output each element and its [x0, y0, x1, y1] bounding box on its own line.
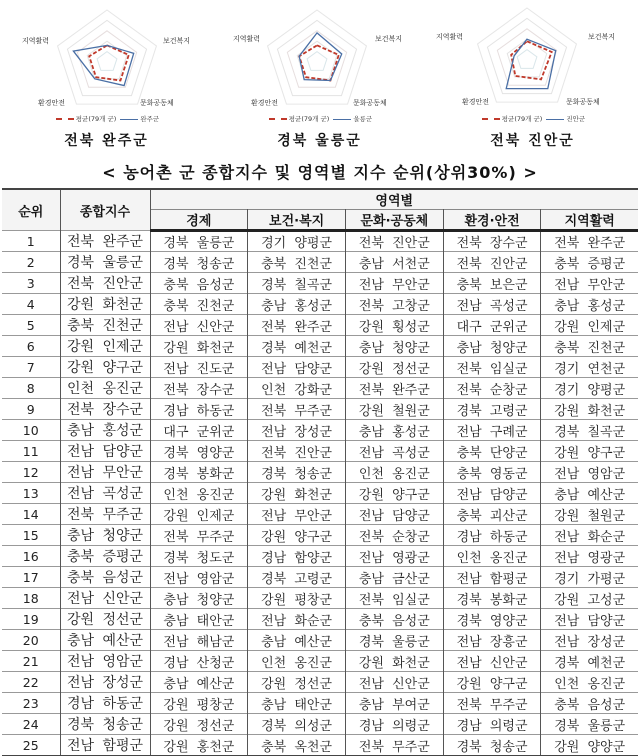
- total-cell: 전남 함평군: [60, 735, 150, 756]
- economy-cell: 강원 정선군: [150, 714, 248, 735]
- health-cell: 경북 고령군: [248, 567, 346, 588]
- radar-chart-jinan: [426, 0, 639, 150]
- total-cell: 전북 장수군: [60, 399, 150, 420]
- ranking-table: [2, 188, 638, 756]
- table-body: [2, 231, 638, 756]
- environment-cell: 전남 신안군: [443, 651, 541, 672]
- culture-cell: 전남 담양군: [345, 504, 443, 525]
- total-cell: 경북 울릉군: [60, 252, 150, 273]
- culture-cell: 전남 신안군: [345, 672, 443, 693]
- environment-cell: 대구 군위군: [443, 315, 541, 336]
- culture-cell: 전남 영광군: [345, 546, 443, 567]
- axis-label-health: 보건복지: [163, 37, 191, 45]
- total-cell: 강원 인제군: [60, 336, 150, 357]
- culture-cell: 전남 곡성군: [345, 441, 443, 462]
- economy-cell: 전북 장수군: [150, 378, 248, 399]
- environment-cell: 충북 단양군: [443, 441, 541, 462]
- health-cell: 경기 양평군: [248, 231, 346, 252]
- table-row: [2, 693, 638, 714]
- vitality-cell: 인천 옹진군: [541, 672, 638, 693]
- solid-line-icon: [333, 119, 351, 120]
- table-row: [2, 273, 638, 294]
- environment-cell: 전남 장흥군: [443, 630, 541, 651]
- vitality-cell: 전남 영암군: [541, 462, 638, 483]
- chart-legend: [426, 114, 639, 123]
- rank-cell: 21: [2, 651, 60, 672]
- vitality-cell: 전남 담양군: [541, 609, 638, 630]
- vitality-cell: 경북 예천군: [541, 651, 638, 672]
- rank-cell: 1: [2, 231, 60, 252]
- table-title: < 농어촌 군 종합지수 및 영역별 지수 순위(상위30%) >: [102, 163, 538, 182]
- header-rank: 순위: [2, 189, 60, 231]
- header-vitality: 지역활력: [541, 210, 638, 231]
- economy-cell: 전남 신안군: [150, 315, 248, 336]
- total-cell: 충남 홍성군: [60, 420, 150, 441]
- culture-cell: 강원 철원군: [345, 399, 443, 420]
- environment-cell: 충북 영동군: [443, 462, 541, 483]
- table-row: [2, 294, 638, 315]
- rank-cell: 5: [2, 315, 60, 336]
- health-cell: 경북 칠곡군: [248, 273, 346, 294]
- vitality-cell: 경북 울릉군: [541, 714, 638, 735]
- culture-cell: 충남 금산군: [345, 567, 443, 588]
- rank-cell: 23: [2, 693, 60, 714]
- health-cell: 전남 담양군: [248, 357, 346, 378]
- vitality-cell: 전남 장성군: [541, 630, 638, 651]
- health-cell: 충남 홍성군: [248, 294, 346, 315]
- table-row: [2, 735, 638, 756]
- environment-cell: 전북 진안군: [443, 252, 541, 273]
- table-row: [2, 504, 638, 525]
- total-cell: 충북 증평군: [60, 546, 150, 567]
- environment-cell: 전북 임실군: [443, 357, 541, 378]
- health-cell: 전북 완주군: [248, 315, 346, 336]
- solid-line-icon: [546, 119, 564, 120]
- vitality-cell: 강원 양구군: [541, 441, 638, 462]
- culture-cell: 경남 의령군: [345, 714, 443, 735]
- radar-plot: [213, 0, 426, 115]
- header-total: 종합지수: [60, 189, 150, 231]
- health-cell: 강원 정선군: [248, 672, 346, 693]
- total-cell: 충남 청양군: [60, 525, 150, 546]
- culture-cell: 강원 횡성군: [345, 315, 443, 336]
- vitality-cell: 전남 영광군: [541, 546, 638, 567]
- total-cell: 강원 화천군: [60, 294, 150, 315]
- legend-county: 진안군: [566, 115, 586, 123]
- total-cell: 충남 예산군: [60, 630, 150, 651]
- vitality-cell: 강원 철원군: [541, 504, 638, 525]
- environment-cell: 전북 순창군: [443, 378, 541, 399]
- table-row: [2, 420, 638, 441]
- health-cell: 강원 평창군: [248, 588, 346, 609]
- rank-cell: 13: [2, 483, 60, 504]
- table-row: [2, 714, 638, 735]
- rank-cell: 16: [2, 546, 60, 567]
- total-cell: 충북 진천군: [60, 315, 150, 336]
- economy-cell: 강원 홍천군: [150, 735, 248, 756]
- table-row: [2, 378, 638, 399]
- total-cell: 경남 하동군: [60, 693, 150, 714]
- rank-cell: 4: [2, 294, 60, 315]
- table-row: [2, 525, 638, 546]
- economy-cell: 강원 평창군: [150, 693, 248, 714]
- rank-cell: 7: [2, 357, 60, 378]
- health-cell: 강원 양구군: [248, 525, 346, 546]
- axis-label-environment: 환경안전: [251, 99, 279, 107]
- table-row: [2, 546, 638, 567]
- legend-average: 평균(79개 군): [288, 115, 330, 123]
- dashed-line-icon: [269, 118, 287, 120]
- header-culture: 문화·공동체: [345, 210, 443, 231]
- total-cell: 전남 곡성군: [60, 483, 150, 504]
- health-cell: 강원 화천군: [248, 483, 346, 504]
- axis-label-health: 보건복지: [588, 33, 616, 41]
- economy-cell: 강원 화천군: [150, 336, 248, 357]
- radar-chart-wanju: [0, 0, 213, 150]
- health-cell: 인천 강화군: [248, 378, 346, 399]
- health-cell: 충남 태안군: [248, 693, 346, 714]
- table-row: [2, 567, 638, 588]
- rank-cell: 25: [2, 735, 60, 756]
- economy-cell: 충북 진천군: [150, 294, 248, 315]
- axis-label-culture: 문화공동체: [353, 99, 387, 107]
- health-cell: 경북 청송군: [248, 462, 346, 483]
- rank-cell: 20: [2, 630, 60, 651]
- total-cell: 전남 신안군: [60, 588, 150, 609]
- rank-cell: 9: [2, 399, 60, 420]
- rank-cell: 18: [2, 588, 60, 609]
- culture-cell: 전북 임실군: [345, 588, 443, 609]
- economy-cell: 강원 인제군: [150, 504, 248, 525]
- health-cell: 전북 진안군: [248, 441, 346, 462]
- vitality-cell: 경북 칠곡군: [541, 420, 638, 441]
- total-cell: 전북 무주군: [60, 504, 150, 525]
- header-health: 보건·복지: [248, 210, 346, 231]
- vitality-cell: 강원 고성군: [541, 588, 638, 609]
- health-cell: 충북 옥천군: [248, 735, 346, 756]
- table-row: [2, 441, 638, 462]
- vitality-cell: 전북 완주군: [541, 231, 638, 252]
- total-cell: 전남 영암군: [60, 651, 150, 672]
- culture-cell: 강원 정선군: [345, 357, 443, 378]
- axis-label-culture: 문화공동체: [140, 99, 174, 107]
- environment-cell: 전남 곡성군: [443, 294, 541, 315]
- environment-cell: 인천 옹진군: [443, 546, 541, 567]
- total-cell: 전북 진안군: [60, 273, 150, 294]
- dashed-line-icon: [56, 118, 74, 120]
- table-row: [2, 399, 638, 420]
- total-cell: 전남 장성군: [60, 672, 150, 693]
- rank-cell: 17: [2, 567, 60, 588]
- culture-cell: 전북 순창군: [345, 525, 443, 546]
- culture-cell: 전북 완주군: [345, 378, 443, 399]
- rank-cell: 3: [2, 273, 60, 294]
- total-cell: 전남 무안군: [60, 462, 150, 483]
- axis-label-health: 보건복지: [375, 35, 403, 43]
- table-row: [2, 630, 638, 651]
- rank-cell: 12: [2, 462, 60, 483]
- total-cell: 충북 음성군: [60, 567, 150, 588]
- economy-cell: 경남 산청군: [150, 651, 248, 672]
- health-cell: 충북 진천군: [248, 252, 346, 273]
- economy-cell: 전남 해남군: [150, 630, 248, 651]
- total-cell: 경북 청송군: [60, 714, 150, 735]
- environment-cell: 전북 무주군: [443, 693, 541, 714]
- solid-line-icon: [120, 119, 138, 120]
- total-cell: 강원 양구군: [60, 357, 150, 378]
- economy-cell: 경남 하동군: [150, 399, 248, 420]
- legend-average: 평균(79개 군): [501, 115, 543, 123]
- table-row: [2, 336, 638, 357]
- vitality-cell: 충북 진천군: [541, 336, 638, 357]
- table-row: [2, 651, 638, 672]
- rank-cell: 14: [2, 504, 60, 525]
- total-cell: 강원 정선군: [60, 609, 150, 630]
- vitality-cell: 강원 화천군: [541, 399, 638, 420]
- axis-label-vitality: 지역활력: [233, 35, 261, 43]
- vitality-cell: 전남 화순군: [541, 525, 638, 546]
- economy-cell: 전남 진도군: [150, 357, 248, 378]
- table-row: [2, 609, 638, 630]
- radar-chart-ulleung: [213, 0, 426, 150]
- axis-label-environment: 환경안전: [462, 98, 490, 106]
- axis-label-environment: 환경안전: [38, 99, 66, 107]
- economy-cell: 인천 옹진군: [150, 483, 248, 504]
- chart-legend: [0, 114, 213, 123]
- culture-cell: 충남 홍성군: [345, 420, 443, 441]
- table-row: [2, 357, 638, 378]
- environment-cell: 전남 담양군: [443, 483, 541, 504]
- economy-cell: 경북 울릉군: [150, 231, 248, 252]
- culture-cell: 경북 울릉군: [345, 630, 443, 651]
- axis-label-vitality: 지역활력: [436, 33, 464, 41]
- rank-cell: 6: [2, 336, 60, 357]
- culture-cell: 충북 음성군: [345, 609, 443, 630]
- culture-cell: 인천 옹진군: [345, 462, 443, 483]
- rank-cell: 2: [2, 252, 60, 273]
- vitality-cell: 경기 가평군: [541, 567, 638, 588]
- economy-cell: 대구 군위군: [150, 420, 248, 441]
- rank-cell: 11: [2, 441, 60, 462]
- total-cell: 인천 옹진군: [60, 378, 150, 399]
- vitality-cell: 전남 무안군: [541, 273, 638, 294]
- culture-cell: 충남 청양군: [345, 336, 443, 357]
- economy-cell: 전북 무주군: [150, 525, 248, 546]
- total-cell: 전남 담양군: [60, 441, 150, 462]
- rank-cell: 24: [2, 714, 60, 735]
- rank-cell: 19: [2, 609, 60, 630]
- vitality-cell: 경기 양평군: [541, 378, 638, 399]
- culture-cell: 전북 고창군: [345, 294, 443, 315]
- health-cell: 인천 옹진군: [248, 651, 346, 672]
- vitality-cell: 경기 연천군: [541, 357, 638, 378]
- environment-cell: 충북 괴산군: [443, 504, 541, 525]
- culture-cell: 전북 진안군: [345, 231, 443, 252]
- culture-cell: 충남 서천군: [345, 252, 443, 273]
- legend-average: 평균(79개 군): [75, 115, 117, 123]
- environment-cell: 충북 보은군: [443, 273, 541, 294]
- chart-legend: [213, 114, 426, 123]
- economy-cell: 경북 청도군: [150, 546, 248, 567]
- environment-cell: 경북 청송군: [443, 735, 541, 756]
- table-row: [2, 315, 638, 336]
- health-cell: 경북 예천군: [248, 336, 346, 357]
- environment-cell: 경북 영양군: [443, 609, 541, 630]
- culture-cell: 강원 양구군: [345, 483, 443, 504]
- axis-label-culture: 문화공동체: [566, 98, 600, 106]
- culture-cell: 강원 화천군: [345, 651, 443, 672]
- vitality-cell: 강원 인제군: [541, 315, 638, 336]
- table-row: [2, 462, 638, 483]
- table-row: [2, 231, 638, 252]
- economy-cell: 경북 봉화군: [150, 462, 248, 483]
- header-group: 영역별: [150, 189, 638, 210]
- environment-cell: 전남 함평군: [443, 567, 541, 588]
- radar-plot: [0, 0, 213, 115]
- chart-title: 경북 울릉군: [277, 133, 362, 149]
- radar-plot: [426, 0, 639, 115]
- table-row: [2, 588, 638, 609]
- economy-cell: 경북 청송군: [150, 252, 248, 273]
- health-cell: 경북 의성군: [248, 714, 346, 735]
- rank-cell: 22: [2, 672, 60, 693]
- radar-charts: [0, 0, 640, 150]
- health-cell: 경남 함양군: [248, 546, 346, 567]
- culture-cell: 전북 무주군: [345, 735, 443, 756]
- environment-cell: 강원 양구군: [443, 672, 541, 693]
- economy-cell: 충남 예산군: [150, 672, 248, 693]
- chart-title: 전북 진안군: [490, 133, 575, 149]
- economy-cell: 충남 태안군: [150, 609, 248, 630]
- table-row: [2, 483, 638, 504]
- total-cell: 전북 완주군: [60, 231, 150, 252]
- legend-county: 완주군: [140, 115, 160, 123]
- environment-cell: 충남 청양군: [443, 336, 541, 357]
- economy-cell: 경북 영양군: [150, 441, 248, 462]
- dashed-line-icon: [482, 118, 500, 120]
- economy-cell: 충북 음성군: [150, 273, 248, 294]
- environment-cell: 전남 구례군: [443, 420, 541, 441]
- economy-cell: 충남 청양군: [150, 588, 248, 609]
- rank-cell: 15: [2, 525, 60, 546]
- environment-cell: 전북 장수군: [443, 231, 541, 252]
- vitality-cell: 충남 홍성군: [541, 294, 638, 315]
- economy-cell: 전남 영암군: [150, 567, 248, 588]
- environment-cell: 경남 의령군: [443, 714, 541, 735]
- culture-cell: 전남 무안군: [345, 273, 443, 294]
- table-row: [2, 672, 638, 693]
- vitality-cell: 강원 양양군: [541, 735, 638, 756]
- table-row: [2, 252, 638, 273]
- environment-cell: 경북 봉화군: [443, 588, 541, 609]
- health-cell: 전남 무안군: [248, 504, 346, 525]
- environment-cell: 경북 고령군: [443, 399, 541, 420]
- legend-county: 울릉군: [353, 115, 373, 123]
- header-economy: 경제: [150, 210, 248, 231]
- axis-label-vitality: 지역활력: [22, 37, 50, 45]
- environment-cell: 경남 하동군: [443, 525, 541, 546]
- rank-cell: 10: [2, 420, 60, 441]
- culture-cell: 충남 부여군: [345, 693, 443, 714]
- vitality-cell: 충북 증평군: [541, 252, 638, 273]
- health-cell: 전남 화순군: [248, 609, 346, 630]
- chart-title: 전북 완주군: [64, 133, 149, 149]
- vitality-cell: 충남 예산군: [541, 483, 638, 504]
- vitality-cell: 충북 음성군: [541, 693, 638, 714]
- health-cell: 전남 장성군: [248, 420, 346, 441]
- health-cell: 충남 예산군: [248, 630, 346, 651]
- rank-cell: 8: [2, 378, 60, 399]
- header-environment: 환경·안전: [443, 210, 541, 231]
- health-cell: 전북 무주군: [248, 399, 346, 420]
